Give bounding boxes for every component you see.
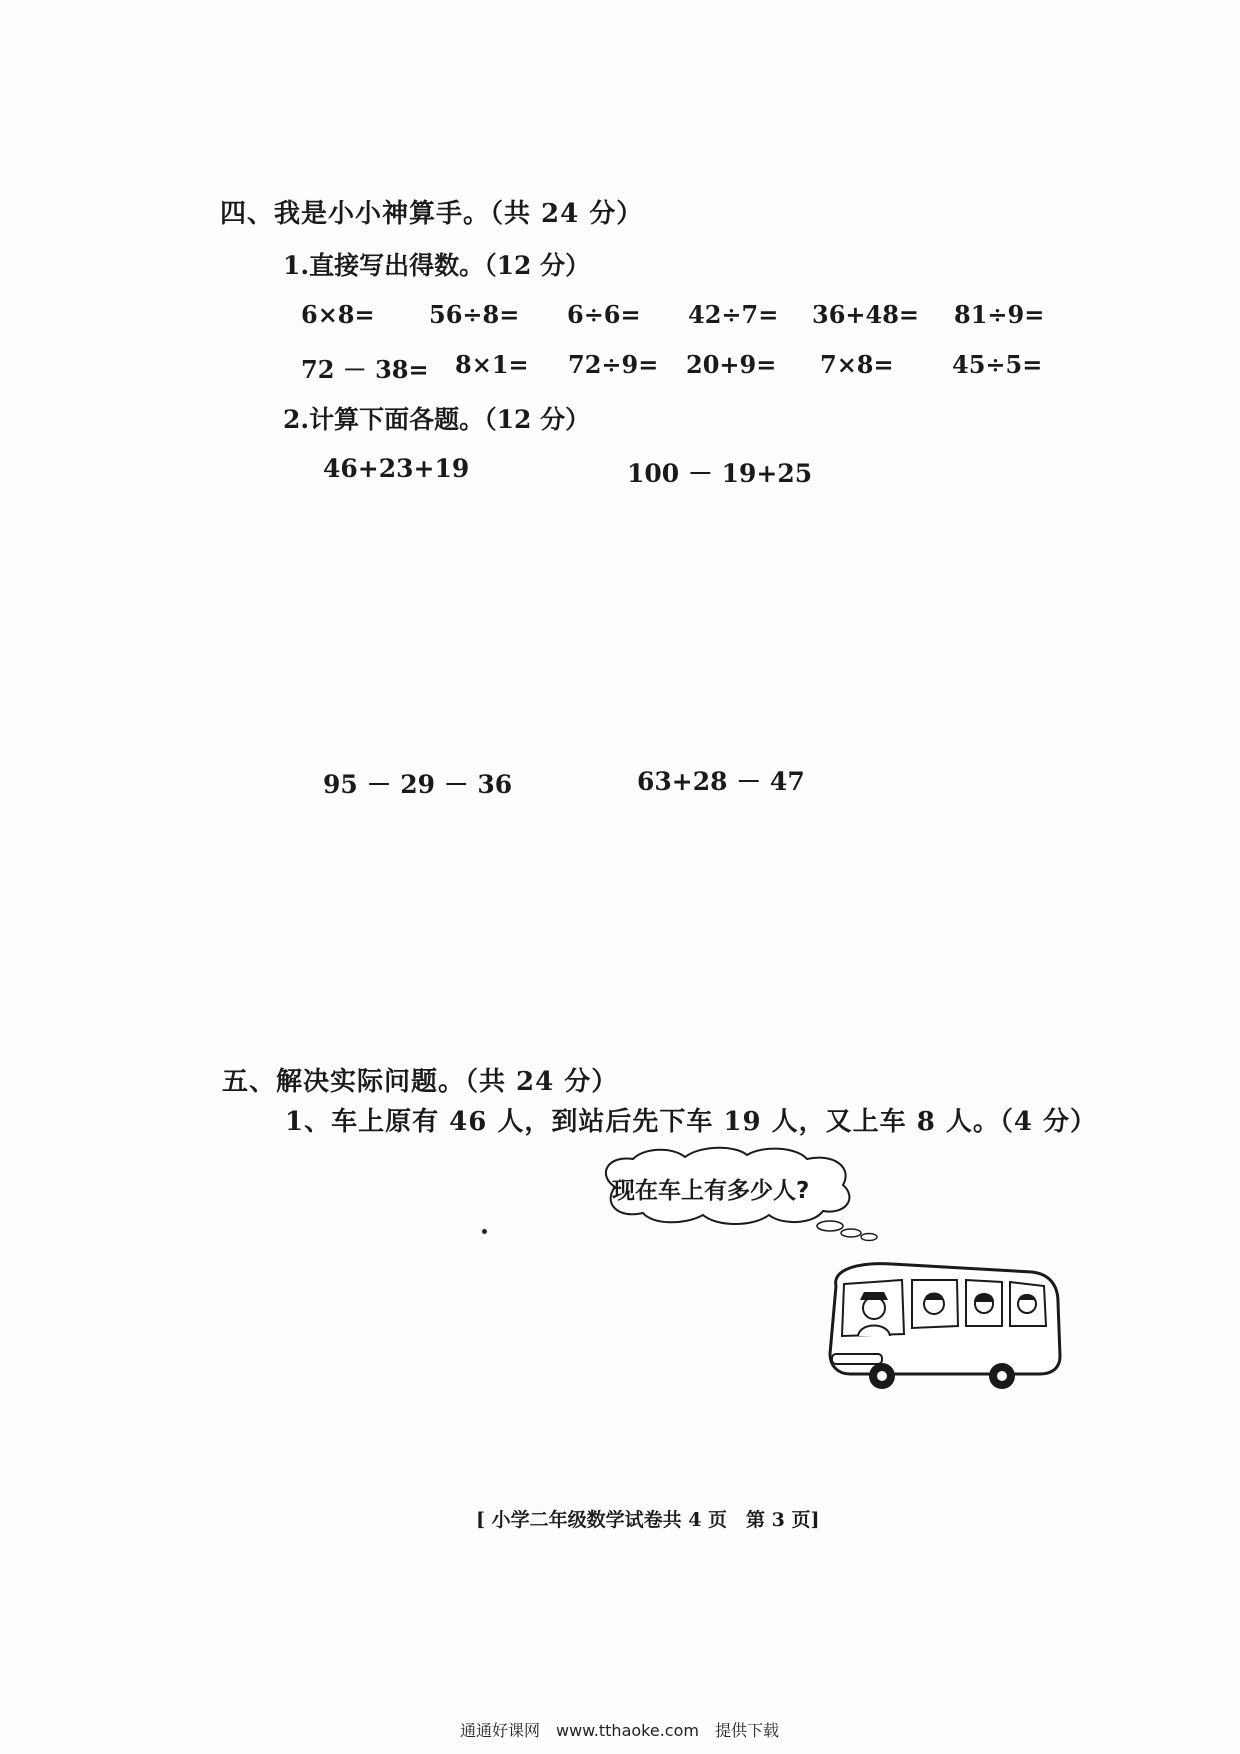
calc-problem: 46+23+19	[323, 454, 470, 483]
calc-problem: 63+28 － 47	[637, 767, 805, 796]
oral-calc-item: 72 － 38=	[301, 355, 429, 384]
source-watermark: 通通好课网 www.tthaoke.com 提供下载	[460, 1721, 779, 1740]
calc-problem: 100 － 19+25	[627, 459, 813, 488]
page-footer: [ 小学二年级数学试卷共 4 页 第 3 页]	[476, 1509, 820, 1531]
part-2-title: 2.计算下面各题。（12 分）	[283, 405, 591, 434]
oral-calc-item: 6×8=	[301, 300, 375, 329]
oral-calc-item: 72÷9=	[568, 350, 659, 379]
oral-calc-item: 45÷5=	[952, 350, 1043, 379]
oral-calc-row-2	[0, 350, 1240, 382]
word-problem-1: 1、车上原有 46 人，到站后先下车 19 人，又上车 8 人。（4 分）	[285, 1107, 1097, 1137]
stray-dot	[482, 1229, 487, 1234]
speech-bubble-text: 现在车上有多少人?	[612, 1178, 810, 1204]
oral-calc-item: 36+48=	[812, 300, 920, 329]
oral-calc-item: 20+9=	[686, 350, 777, 379]
part-1-title: 1.直接写出得数。（12 分）	[283, 251, 591, 280]
oral-calc-item: 6÷6=	[567, 300, 641, 329]
section-5-title: 五、解决实际问题。（共 24 分）	[222, 1067, 619, 1097]
oral-calc-item: 42÷7=	[688, 300, 779, 329]
oral-calc-item: 56÷8=	[429, 300, 520, 329]
oral-calc-item: 7×8=	[820, 350, 894, 379]
oral-calc-row-1	[0, 300, 1240, 332]
calc-problem: 95 － 29 － 36	[323, 770, 513, 799]
section-4-title: 四、我是小小神算手。（共 24 分）	[220, 199, 644, 229]
oral-calc-item: 8×1=	[455, 350, 529, 379]
bus-illustration	[822, 1258, 1062, 1398]
oral-calc-item: 81÷9=	[954, 300, 1045, 329]
